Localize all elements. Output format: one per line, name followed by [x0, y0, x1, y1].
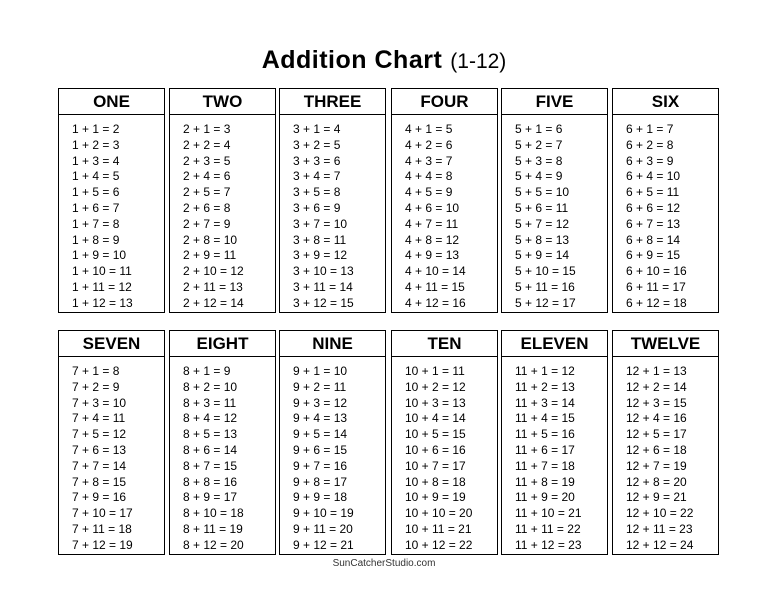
equation-row: 10 + 10 = 20: [405, 506, 473, 521]
table-heading: SEVEN: [59, 331, 164, 357]
table-heading: ONE: [59, 89, 164, 115]
equation-row: 5 + 9 = 14: [515, 248, 570, 263]
equation-row: 8 + 12 = 20: [183, 537, 244, 552]
addition-table-five: [501, 88, 608, 313]
equation-row: 6 + 12 = 18: [626, 295, 687, 310]
equation-row: 9 + 8 = 17: [293, 474, 348, 489]
equation-row: 11 + 11 = 22: [515, 521, 581, 536]
addition-table-three: [279, 88, 386, 313]
equation-row: 4 + 7 = 11: [405, 216, 459, 231]
equation-row: 6 + 1 = 7: [626, 122, 674, 136]
equation-row: 5 + 6 = 11: [515, 200, 569, 215]
equation-row: 5 + 7 = 12: [515, 216, 570, 231]
equation-list: [280, 357, 385, 554]
table-heading: ELEVEN: [502, 331, 607, 357]
equation-list: [59, 115, 164, 312]
equation-row: 12 + 10 = 22: [626, 506, 694, 521]
equation-row: 1 + 3 = 4: [72, 153, 120, 168]
equation-row: 4 + 1 = 5: [405, 122, 453, 136]
equation-row: 5 + 1 = 6: [515, 122, 563, 136]
equation-row: 4 + 2 = 6: [405, 137, 453, 152]
equation-row: 3 + 9 = 12: [293, 248, 348, 263]
equation-row: 2 + 5 = 7: [183, 185, 231, 200]
equation-row: 4 + 8 = 12: [405, 232, 460, 247]
equation-row: 9 + 1 = 10: [293, 364, 348, 378]
equation-row: 9 + 5 = 14: [293, 427, 348, 442]
equation-row: 4 + 10 = 14: [405, 264, 466, 279]
equation-row: 10 + 4 = 14: [405, 411, 466, 426]
equation-row: 11 + 2 = 13: [515, 379, 575, 394]
equation-row: 2 + 11 = 13: [183, 279, 243, 294]
equation-row: 3 + 5 = 8: [293, 185, 341, 200]
addition-table-four: [391, 88, 498, 313]
equation-row: 5 + 3 = 8: [515, 153, 563, 168]
equation-row: 7 + 8 = 15: [72, 474, 127, 489]
equation-row: 4 + 5 = 9: [405, 185, 453, 200]
equation-row: 4 + 11 = 15: [405, 279, 465, 294]
equation-row: 6 + 11 = 17: [626, 279, 686, 294]
addition-table-ten: [391, 330, 498, 555]
equation-row: 1 + 12 = 13: [72, 295, 133, 310]
equation-list: [170, 357, 275, 554]
equation-row: 5 + 8 = 13: [515, 232, 570, 247]
equation-row: 6 + 4 = 10: [626, 169, 681, 184]
equation-row: 9 + 11 = 20: [293, 521, 353, 536]
equation-row: 2 + 3 = 5: [183, 153, 231, 168]
equation-row: 3 + 2 = 5: [293, 137, 341, 152]
equation-row: 3 + 12 = 15: [293, 295, 354, 310]
equation-row: 12 + 6 = 18: [626, 442, 687, 457]
equation-list: [392, 115, 497, 312]
equation-row: 1 + 4 = 5: [72, 169, 120, 184]
equation-list: [392, 357, 497, 554]
equation-row: 5 + 11 = 16: [515, 279, 575, 294]
equation-row: 3 + 4 = 7: [293, 169, 341, 184]
equation-row: 3 + 10 = 13: [293, 264, 354, 279]
equation-row: 4 + 3 = 7: [405, 153, 453, 168]
equation-row: 8 + 9 = 17: [183, 490, 238, 505]
equation-row: 6 + 8 = 14: [626, 232, 681, 247]
equation-row: 1 + 8 = 9: [72, 232, 120, 247]
equation-row: 2 + 7 = 9: [183, 216, 231, 231]
footer-credit: SunCatcherStudio.com: [332, 558, 436, 569]
equation-row: 4 + 12 = 16: [405, 295, 466, 310]
equation-row: 2 + 8 = 10: [183, 232, 238, 247]
equation-list: [280, 115, 385, 312]
equation-row: 11 + 10 = 21: [515, 506, 582, 521]
equation-row: 2 + 1 = 3: [183, 122, 231, 136]
addition-table-seven: [58, 330, 165, 555]
equation-row: 12 + 8 = 20: [626, 474, 687, 489]
equation-row: 2 + 2 = 4: [183, 137, 231, 152]
equation-row: 7 + 7 = 14: [72, 458, 127, 473]
equation-row: 11 + 1 = 12: [515, 364, 575, 378]
table-heading: TWELVE: [613, 331, 718, 357]
equation-row: 1 + 2 = 3: [72, 137, 120, 152]
equation-row: 2 + 10 = 12: [183, 264, 244, 279]
equation-row: 10 + 12 = 22: [405, 537, 473, 552]
equation-row: 9 + 12 = 21: [293, 537, 354, 552]
equation-row: 2 + 4 = 6: [183, 169, 231, 184]
equation-row: 6 + 3 = 9: [626, 153, 674, 168]
equation-row: 12 + 12 = 24: [626, 537, 694, 552]
equation-row: 12 + 5 = 17: [626, 427, 687, 442]
equation-row: 3 + 3 = 6: [293, 153, 341, 168]
table-heading: TWO: [170, 89, 275, 115]
equation-row: 11 + 3 = 14: [515, 395, 575, 410]
equation-row: 12 + 9 = 21: [626, 490, 687, 505]
equation-row: 8 + 4 = 12: [183, 411, 238, 426]
equation-list: [502, 115, 607, 312]
equation-row: 8 + 8 = 16: [183, 474, 238, 489]
addition-table-one: [58, 88, 165, 313]
equation-row: 8 + 7 = 15: [183, 458, 238, 473]
equation-row: 5 + 2 = 7: [515, 137, 563, 152]
equation-row: 10 + 11 = 21: [405, 521, 472, 536]
equation-row: 9 + 6 = 15: [293, 442, 348, 457]
chart-title-range: (1-12): [450, 50, 507, 73]
equation-row: 10 + 2 = 12: [405, 379, 466, 394]
equation-row: 3 + 6 = 9: [293, 200, 341, 215]
equation-row: 10 + 8 = 18: [405, 474, 466, 489]
equation-row: 12 + 7 = 19: [626, 458, 687, 473]
equation-row: 3 + 7 = 10: [293, 216, 348, 231]
equation-row: 11 + 12 = 23: [515, 537, 582, 552]
equation-row: 11 + 8 = 19: [515, 474, 575, 489]
chart-title-main: Addition Chart: [261, 46, 443, 74]
equation-row: 5 + 12 = 17: [515, 295, 576, 310]
table-heading: THREE: [280, 89, 385, 115]
equation-row: 1 + 6 = 7: [72, 200, 120, 215]
equation-row: 9 + 2 = 11: [293, 379, 347, 394]
equation-row: 8 + 10 = 18: [183, 506, 244, 521]
equation-list: [613, 357, 718, 554]
equation-row: 8 + 6 = 14: [183, 442, 238, 457]
equation-row: 10 + 3 = 13: [405, 395, 466, 410]
equation-row: 8 + 11 = 19: [183, 521, 243, 536]
equation-row: 8 + 3 = 11: [183, 395, 237, 410]
equation-row: 8 + 2 = 10: [183, 379, 238, 394]
equation-row: 2 + 12 = 14: [183, 295, 244, 310]
equation-row: 1 + 9 = 10: [72, 248, 127, 263]
equation-row: 12 + 1 = 13: [626, 364, 687, 378]
equation-row: 8 + 1 = 9: [183, 364, 231, 378]
equation-list: [502, 357, 607, 554]
equation-row: 1 + 1 = 2: [72, 122, 120, 136]
table-heading: FIVE: [502, 89, 607, 115]
equation-row: 7 + 11 = 18: [72, 521, 132, 536]
equation-row: 1 + 7 = 8: [72, 216, 120, 231]
equation-row: 7 + 3 = 10: [72, 395, 127, 410]
equation-row: 1 + 11 = 12: [72, 279, 132, 294]
equation-row: 4 + 4 = 8: [405, 169, 453, 184]
equation-row: 11 + 4 = 15: [515, 411, 575, 426]
equation-row: 10 + 7 = 17: [405, 458, 466, 473]
equation-row: 7 + 2 = 9: [72, 379, 120, 394]
equation-row: 6 + 7 = 13: [626, 216, 681, 231]
equation-row: 12 + 4 = 16: [626, 411, 687, 426]
equation-row: 7 + 12 = 19: [72, 537, 133, 552]
equation-row: 11 + 6 = 17: [515, 442, 575, 457]
equation-row: 2 + 6 = 8: [183, 200, 231, 215]
equation-list: [170, 115, 275, 312]
equation-row: 3 + 1 = 4: [293, 122, 341, 136]
equation-list: [59, 357, 164, 554]
equation-row: 6 + 2 = 8: [626, 137, 674, 152]
equation-row: 7 + 1 = 8: [72, 364, 120, 378]
equation-row: 1 + 10 = 11: [72, 264, 132, 279]
addition-table-eleven: [501, 330, 608, 555]
equation-row: 6 + 5 = 11: [626, 185, 680, 200]
equation-row: 9 + 3 = 12: [293, 395, 348, 410]
equation-row: 12 + 3 = 15: [626, 395, 687, 410]
table-heading: NINE: [280, 331, 385, 357]
equation-row: 4 + 9 = 13: [405, 248, 460, 263]
equation-row: 11 + 5 = 16: [515, 427, 575, 442]
equation-row: 9 + 9 = 18: [293, 490, 348, 505]
equation-row: 7 + 4 = 11: [72, 411, 126, 426]
equation-row: 2 + 9 = 11: [183, 248, 237, 263]
equation-row: 10 + 5 = 15: [405, 427, 466, 442]
equation-row: 5 + 10 = 15: [515, 264, 576, 279]
equation-row: 7 + 10 = 17: [72, 506, 133, 521]
equation-row: 4 + 6 = 10: [405, 200, 460, 215]
equation-row: 10 + 6 = 16: [405, 442, 466, 457]
equation-row: 3 + 8 = 11: [293, 232, 347, 247]
addition-table-eight: [169, 330, 276, 555]
table-heading: TEN: [392, 331, 497, 357]
equation-row: 7 + 5 = 12: [72, 427, 127, 442]
equation-row: 8 + 5 = 13: [183, 427, 238, 442]
equation-row: 10 + 9 = 19: [405, 490, 466, 505]
equation-row: 10 + 1 = 11: [405, 364, 465, 378]
equation-row: 12 + 2 = 14: [626, 379, 687, 394]
equation-row: 6 + 9 = 15: [626, 248, 681, 263]
table-heading: EIGHT: [170, 331, 275, 357]
equation-row: 9 + 10 = 19: [293, 506, 354, 521]
table-heading: FOUR: [392, 89, 497, 115]
equation-row: 1 + 5 = 6: [72, 185, 120, 200]
equation-list: [613, 115, 718, 312]
equation-row: 6 + 10 = 16: [626, 264, 687, 279]
equation-row: 3 + 11 = 14: [293, 279, 353, 294]
equation-row: 7 + 9 = 16: [72, 490, 127, 505]
equation-row: 7 + 6 = 13: [72, 442, 127, 457]
equation-row: 11 + 7 = 18: [515, 458, 575, 473]
equation-row: 5 + 4 = 9: [515, 169, 563, 184]
addition-table-twelve: [612, 330, 719, 555]
addition-table-six: [612, 88, 719, 313]
equation-row: 6 + 6 = 12: [626, 200, 681, 215]
addition-table-two: [169, 88, 276, 313]
equation-row: 12 + 11 = 23: [626, 521, 693, 536]
table-heading: SIX: [613, 89, 718, 115]
equation-row: 9 + 4 = 13: [293, 411, 348, 426]
equation-row: 5 + 5 = 10: [515, 185, 570, 200]
equation-row: 11 + 9 = 20: [515, 490, 575, 505]
equation-row: 9 + 7 = 16: [293, 458, 348, 473]
addition-table-nine: [279, 330, 386, 555]
